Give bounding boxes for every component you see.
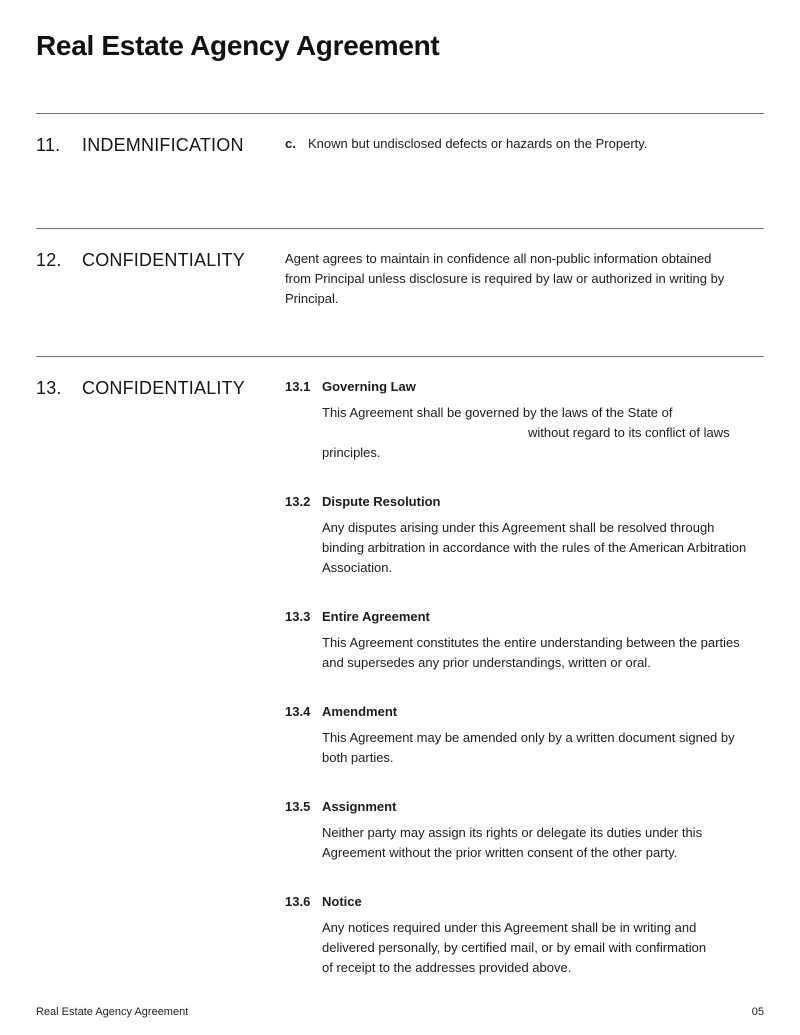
section-confidentiality-12: [36, 229, 764, 356]
subsection-number: 13.3: [285, 609, 311, 624]
section-content: [285, 134, 764, 154]
section-heading-group: [36, 249, 285, 271]
body-line: Neither party may assign its rights or delegate its duties under this: [322, 825, 703, 840]
subsection-body: [285, 918, 764, 978]
subsection-header: [285, 702, 764, 722]
footer-page-number: 05: [751, 1006, 764, 1018]
page-footer: [36, 1006, 764, 1019]
section-heading: INDEMNIFICATION: [82, 135, 244, 155]
section-heading: CONFIDENTIALITY: [82, 378, 246, 398]
subsection-title: Governing Law: [322, 379, 416, 394]
subsection-title: Assignment: [322, 799, 397, 814]
subsection-number: 13.4: [285, 704, 311, 719]
section-content: [285, 249, 764, 309]
subsection-number: 13.6: [285, 894, 311, 909]
subsection-notice: [285, 892, 764, 978]
body-line: both parties.: [322, 750, 394, 765]
body-line: Any notices required under this Agreement shall be in writing and: [322, 920, 697, 935]
subsection-body: [285, 823, 764, 863]
subsection-title: Amendment: [322, 704, 398, 719]
body-line-with-blank: [322, 423, 764, 443]
section-number: 12.: [36, 250, 62, 270]
section-heading-group: [36, 134, 285, 156]
body-line: Agreement without the prior written consent of the other party.: [322, 845, 678, 860]
body-line: This Agreement constitutes the entire understanding between the parties: [322, 635, 740, 650]
subsection-number: 13.2: [285, 494, 311, 509]
document-title: Real Estate Agency Agreement: [36, 30, 440, 61]
subsection-body: [285, 728, 764, 768]
subsection-header: [285, 607, 764, 627]
body-line: and supersedes any prior understandings, written or oral.: [322, 655, 651, 670]
subsection-title: Entire Agreement: [322, 609, 430, 624]
subsection-assignment: [285, 797, 764, 863]
subsection-title: Dispute Resolution: [322, 494, 441, 509]
body-line: delivered personally, by certified mail, or by email with confirmation: [322, 940, 707, 955]
paragraph-line: Agent agrees to maintain in confidence all non-public information obtained: [285, 251, 712, 266]
subsection-dispute-resolution: [285, 492, 764, 578]
section-confidentiality-13: [36, 357, 764, 1006]
footer-document-name: Real Estate Agency Agreement: [36, 1006, 189, 1018]
subsection-body: [285, 518, 764, 578]
section-content: [285, 377, 764, 978]
body-line-text: without regard to its conflict of laws: [528, 425, 730, 440]
body-line: principles.: [322, 445, 381, 460]
section-heading: CONFIDENTIALITY: [82, 250, 246, 270]
subsection-header: [285, 492, 764, 512]
body-line: This Agreement may be amended only by a written document signed by: [322, 730, 735, 745]
subsection-number: 13.5: [285, 799, 311, 814]
state-name-blank-field: [322, 436, 528, 437]
body-line: This Agreement shall be governed by the laws of the State of: [322, 405, 673, 420]
body-line: binding arbitration in accordance with the rules of the American Arbitration: [322, 540, 747, 555]
subsection-number: 13.1: [285, 379, 311, 394]
subsection-body: [285, 403, 764, 463]
subsection-header: [285, 892, 764, 912]
subsection-title: Notice: [322, 894, 362, 909]
subsection-entire-agreement: [285, 607, 764, 673]
subsection-header: [285, 377, 764, 397]
body-line: of receipt to the addresses provided above.: [322, 960, 572, 975]
body-line: Any disputes arising under this Agreement shall be resolved through: [322, 520, 715, 535]
body-line: Association.: [322, 560, 393, 575]
section-number: 13.: [36, 378, 62, 398]
subsection-body: [285, 633, 764, 673]
lettered-clause: [285, 134, 764, 154]
section-number: 11.: [36, 135, 61, 155]
paragraph-line: from Principal unless disclosure is required by law or authorized in writing by: [285, 271, 725, 286]
subsection-amendment: [285, 702, 764, 768]
section-heading-group: [36, 377, 285, 399]
clause-text: Known but undisclosed defects or hazards on the Property.: [308, 136, 648, 151]
paragraph-line: Principal.: [285, 291, 339, 306]
clause-marker: c.: [285, 136, 296, 151]
subsection-header: [285, 797, 764, 817]
subsection-governing-law: [285, 377, 764, 463]
section-indemnification: [36, 114, 764, 228]
